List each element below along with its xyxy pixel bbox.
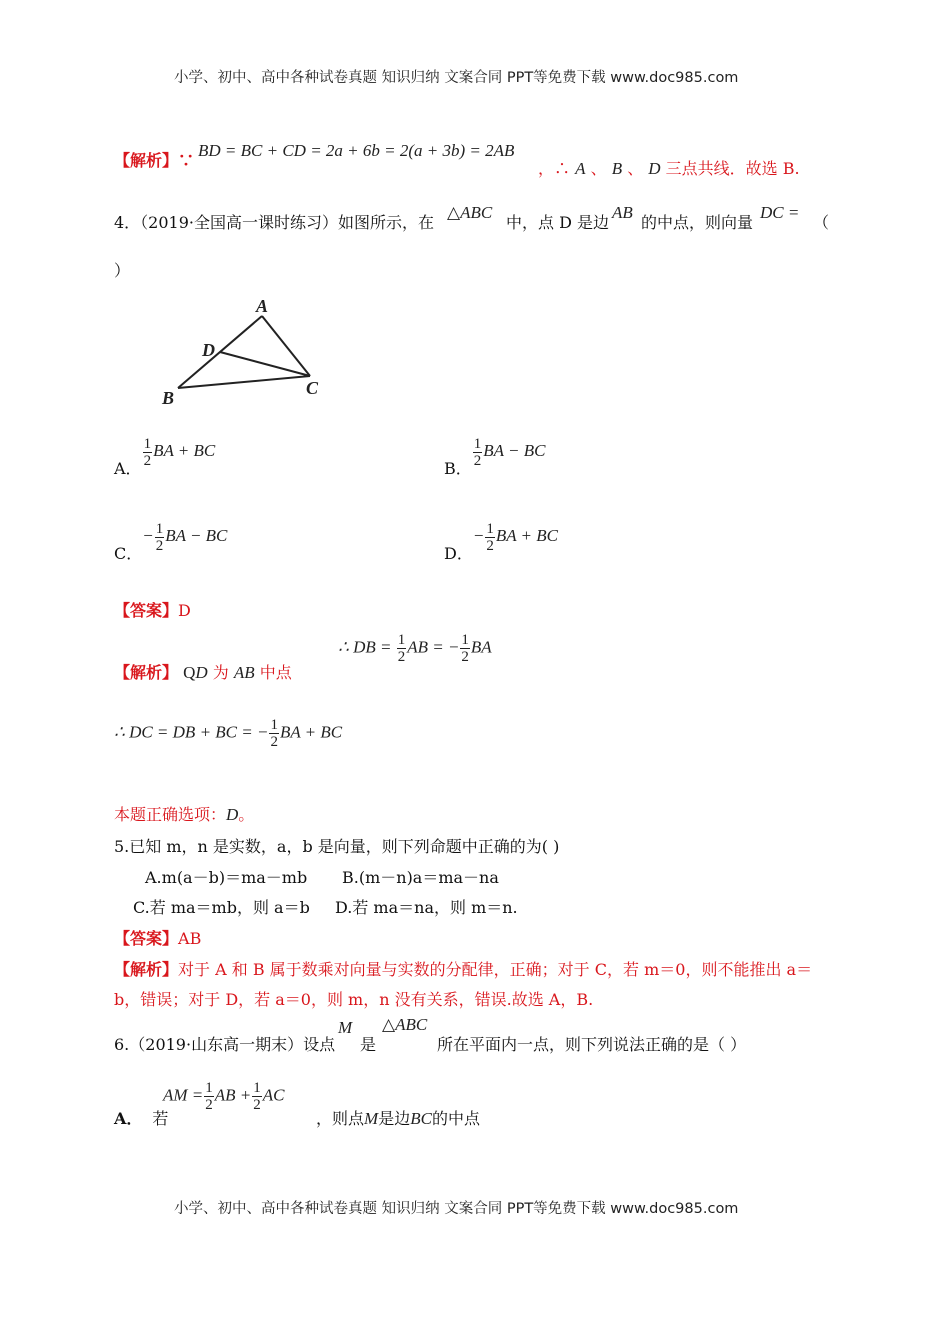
q6-option-a-tail: [316, 1106, 480, 1129]
q4-option-b[interactable]: [444, 426, 545, 479]
option-label: A．: [114, 459, 142, 478]
jiexi-label: 【解析】: [114, 663, 179, 682]
page-footer: 小学、初中、高中各种试卷真题 知识归纳 文案合同 PPT等免费下载 www.doc985.com: [174, 1201, 739, 1217]
option-expr: BA − BC: [165, 526, 228, 546]
jiexi-wei: 为: [212, 663, 229, 682]
q6-option-a[interactable]: [114, 1106, 168, 1129]
q6-triangle: △ABC: [382, 1015, 428, 1034]
jiexi-mid: 中点: [259, 663, 292, 682]
formula-pre: AM =: [163, 1085, 204, 1105]
q4-correct: [114, 802, 254, 825]
q3-sep1: 、: [590, 159, 607, 178]
line1-end: BA: [470, 637, 492, 657]
label-a: A: [256, 296, 269, 316]
q4-line2: ∴ DC = DB + BC = − $\frac{1}{2}$ BA + BC: [114, 717, 343, 750]
q4-ab: AB: [612, 203, 633, 222]
formula-num: 1: [205, 1080, 213, 1096]
label-c: C: [306, 378, 319, 398]
q4-stem-prefix: 4．（2019·全国高一课时练习）如图所示，在: [114, 213, 434, 232]
option-label: B．: [444, 459, 472, 478]
answer-label: 【答案】: [114, 601, 179, 620]
q4-stem-mid1: 中，点 D 是边: [506, 213, 610, 232]
q5-answer: [114, 926, 201, 949]
answer-value: D: [178, 601, 191, 620]
q5-stem: 5.已知 m，n 是实数，a，b 是向量，则下列命题中正确的为( ): [114, 837, 560, 856]
page-header: 小学、初中、高中各种试卷真题 知识归纳 文案合同 PPT等免费下载 www.doc985.com: [174, 70, 739, 86]
q4-option-c[interactable]: [114, 511, 227, 564]
formula-term1: AB +: [214, 1085, 252, 1105]
q4-line1: ∴ DB = $\frac{1}{2}$ AB = − $\frac{1}{2}$ BA: [338, 632, 492, 665]
q3-conclusion-text: 三点共线．故选 B.: [665, 159, 800, 178]
line2-pre: ∴ DC = DB + BC = −: [114, 722, 269, 742]
edge-bc: [178, 376, 310, 388]
option-sign: −: [142, 526, 154, 546]
option-expr: BA − BC: [483, 441, 546, 461]
q4-triangle: △ABC: [447, 203, 493, 222]
q3-therefore: ，∴: [538, 159, 571, 178]
q4-answer: [114, 598, 191, 621]
q6-shi: 是: [360, 1035, 377, 1054]
jiexi-d: D: [195, 663, 208, 682]
q4-analysis: [114, 660, 292, 683]
option-num: 1: [473, 436, 482, 452]
answer-label: 【答案】: [114, 929, 179, 948]
q4-option-a[interactable]: [114, 426, 215, 479]
option-expr: BA + BC: [495, 526, 558, 546]
q4-stem-mid2: 的中点，则向量: [641, 213, 754, 232]
correct-prefix: 本题正确选项：: [114, 805, 227, 824]
option-den: 2: [473, 453, 482, 469]
q3-sep2: 、: [627, 159, 644, 178]
q5-option-b[interactable]: B.(m－n)a＝ma－na: [342, 868, 499, 887]
q6-m: M: [338, 1018, 353, 1037]
jiexi-ab: AB: [233, 663, 255, 682]
q4-triangle-figure: [150, 296, 340, 411]
option-num: 1: [486, 521, 494, 537]
q3-analysis-line: [114, 148, 194, 171]
tail-end: 的中点: [431, 1109, 480, 1128]
option-den: 2: [143, 453, 152, 469]
formula-term2: AC: [262, 1085, 285, 1105]
jiexi-q: Q: [183, 663, 196, 682]
tail-shibian: 是边: [378, 1109, 411, 1128]
q4-dc: DC =: [760, 203, 800, 222]
q3-conclusion: [538, 156, 800, 179]
q5-option-c[interactable]: C.若 ma＝mb，则 a＝b: [133, 898, 310, 917]
q5-analysis-line2: b，错误；对于 D，若 a＝0，则 m，n 没有关系，错误.故选 A，B.: [114, 990, 594, 1009]
label-d: D: [202, 340, 215, 360]
tail-bc: BC: [410, 1109, 432, 1128]
q3-point-d: D: [648, 159, 661, 178]
option-label: C．: [114, 544, 143, 563]
jiexi-label: 【解析】: [114, 960, 179, 979]
option-num: 1: [143, 436, 152, 452]
q4-paren-close: ）: [114, 261, 131, 280]
q6-stem-prefix: 6.（2019·山东高一期末）设点: [114, 1035, 336, 1054]
q3-point-a: A: [575, 159, 586, 178]
line1-pre: ∴ DB =: [338, 637, 392, 657]
tail-m: M: [364, 1109, 379, 1128]
q3-jiexi-label: 【解析】∵: [114, 151, 195, 170]
option-label: D．: [444, 544, 473, 563]
formula-den: 2: [205, 1097, 213, 1113]
tail-then: ，则点: [316, 1109, 365, 1128]
q5-option-d[interactable]: D.若 ma＝na，则 m＝n.: [335, 898, 518, 917]
edge-ac: [262, 316, 310, 376]
correct-suffix: 。: [238, 805, 255, 824]
q5-option-a[interactable]: A.m(a－b)＝ma－mb: [145, 868, 308, 887]
option-sign: −: [472, 526, 485, 546]
edge-dc: [220, 352, 310, 376]
q4-paren-open: （: [813, 213, 830, 232]
option-expr: BA + BC: [153, 441, 216, 461]
q4-option-d[interactable]: [444, 511, 558, 564]
option-den: 2: [486, 538, 494, 554]
q5-analysis-line1: [114, 957, 812, 980]
line2-end: BA + BC: [279, 722, 343, 742]
option-label: A．: [114, 1109, 143, 1128]
correct-value: D: [226, 805, 239, 824]
option-ruo: 若: [152, 1109, 169, 1128]
label-b: B: [162, 388, 175, 408]
jiexi-line1: 对于 A 和 B 属于数乘对向量与实数的分配律，正确；对于 C，若 m＝0，则不能推出 a＝: [178, 960, 813, 979]
q3-point-b: B: [611, 159, 623, 178]
q3-formula: BD = BC + CD = 2a + 6b = 2(a + 3b) = 2AB: [198, 141, 515, 160]
option-den: 2: [155, 538, 164, 554]
q6-option-a-formula: AM = $\frac{1}{2}$ AB + $\frac{1}{2}$ AC: [163, 1080, 285, 1113]
q6-stem-suffix: 所在平面内一点，则下列说法正确的是（ ）: [437, 1035, 747, 1054]
answer-value: AB: [178, 929, 202, 948]
option-num: 1: [155, 521, 164, 537]
line1-mid: AB = −: [407, 637, 460, 657]
